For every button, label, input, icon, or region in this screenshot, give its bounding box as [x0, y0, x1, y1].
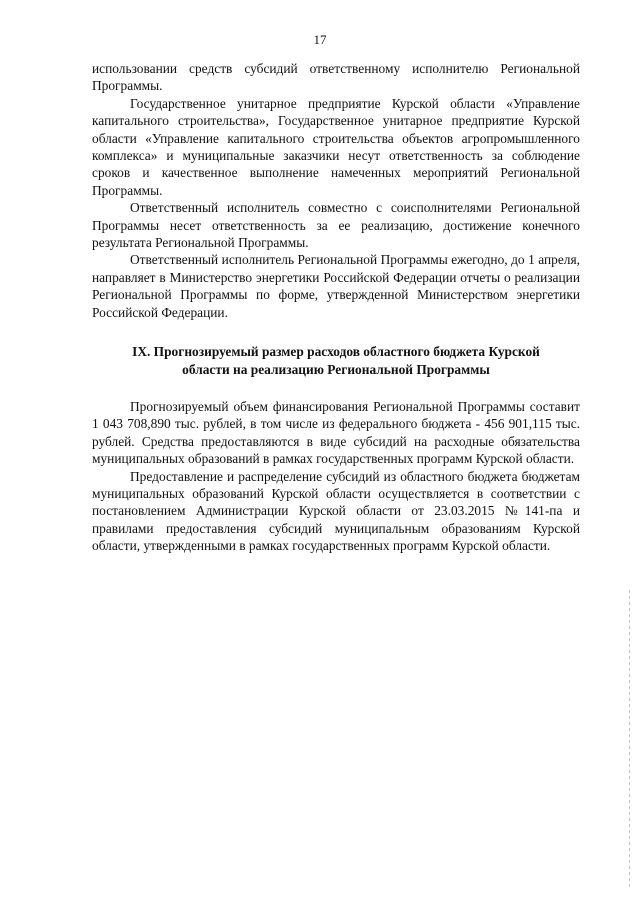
section-heading	[92, 343, 580, 378]
page-number: 17	[313, 32, 327, 47]
paragraph-subsidy-distribution: Предоставление и распределение субсидий из областного бюджета бюджетам муниципальных образований Курской области осуществляется в соответствии с постановлением Администрации Курской области от 23.03.2015 №141-па и правилами предоставления субсидий муниципальным образованиям Курской области, утвержденными в рамках государственных программ Курской области.	[92, 468, 580, 554]
section-heading-line-1: IX. Прогнозируемый размер расходов областного бюджета Курской	[132, 344, 540, 360]
paragraph-continuation: использовании средств субсидий ответственному исполнителю Региональной Программы.	[92, 61, 580, 94]
paragraph-annual-report: Ответственный исполнитель Региональной Программы ежегодно, до 1 апреля, направляет в Министерство энергетики Российской Федерации отчеты о реализации Региональной Программы по форме, утвержденной Министерством энергетики Российской Федерации.	[92, 252, 580, 320]
section-heading-line-2: области на реализацию Региональной Программы	[182, 361, 490, 377]
paragraph-responsible-enterprises: Государственное унитарное предприятие Курской области «Управление капитального строительства», Государственное унитарное предприятие Курской области «Управление капитального строительства объектов агропромышленного комплекса» и муниципальные заказчики несут ответственность за соблюдение сроков и качественное выполнение намеченных мероприятий Региональной Программы.	[92, 95, 580, 198]
scan-edge-line	[629, 590, 630, 890]
paragraph-responsible-executor: Ответственный исполнитель совместно с соисполнителями Региональной Программы несет ответственность за ее реализацию, достижение конечного результата Региональной Программы.	[92, 200, 580, 251]
document-body	[92, 60, 580, 555]
paragraph-financing-volume: Прогнозируемый объем финансирования Региональной Программы составит 1 043 708,890 тыс. рублей, в том числе из федерального бюджета - 456 901,115 тыс. рублей. Средства предоставляются в виде субсидий на расходные обязательства муниципальных образований в рамках государственных программ Курской области.	[92, 398, 580, 467]
